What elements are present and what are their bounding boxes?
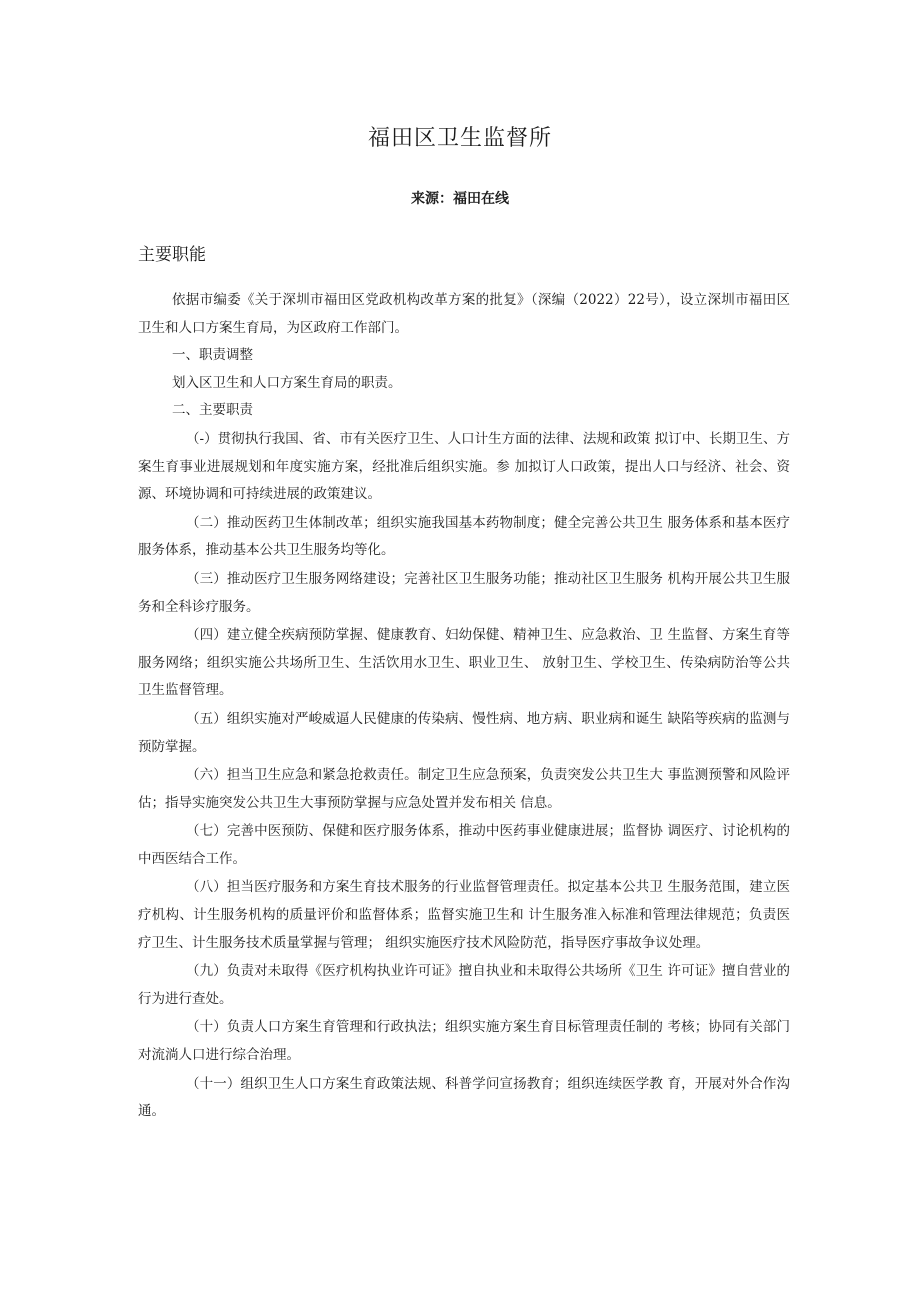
duty-item: （八）担当医疗服务和方案生育技术服务的行业监督管理责任。拟定基本公共卫 生服务范围，建立医疗机构、计生服务机构的质量评价和监督体系；监督实施卫生和 计生服务准入标准和管理法律规范；负责医疗卫生、计生服务技术质量掌握与管理； 组织实施医疗技术风险防范，指导医疗事故争议处理。 [138,879,790,951]
duty-item: （-）贯彻执行我国、省、市有关医疗卫生、人口计生方面的法律、法规和政策 拟订中、长期卫生、方案生育事业进展规划和年度实施方案，经批准后组织实施。参 加拟订人口政策，提出人口与经济、社会、资源、环境协调和可持续进展的政策建议。 [138,430,790,503]
duty-item: （五）组织实施对严峻威逼人民健康的传染病、慢性病、地方病、职业病和诞生 缺陷等疾病的监测与预防掌握。 [138,710,790,755]
duty-item: （三）推动医疗卫生服务网络建设；完善社区卫生服务功能；推动社区卫生服务 机构开展公共卫生服务和全科诊疗服务。 [138,570,790,615]
duty-item: （九）负责对未取得《医疗机构执业许可证》擅自执业和未取得公共场所《卫生 许可证》擅自营业的行为进行查处。 [138,963,790,1007]
duty-item: （十）负责人口方案生育管理和行政执法；组织实施方案生育目标管理责任制的 考核；协同有关部门对流淌人口进行综合治理。 [138,1019,790,1064]
part-one-text: 划入区卫生和人口方案生育局的职责。 [172,374,402,391]
part-one-heading: 一、职责调整 [172,347,253,364]
page-title: 福田区卫生监督所 [367,126,552,151]
duty-item: （六）担当卫生应急和紧急抢救责任。制定卫生应急预案，负责突发公共卫生大 事监测预警和风险评估；指导实施突发公共卫生大事预防掌握与应急处置并发布相关 信息。 [138,767,790,811]
duty-item: （十一）组织卫生人口方案生育政策法规、科普学问宣扬教育；组织连续医学教 育，开展对外合作沟通。 [138,1075,790,1120]
duty-item: （四）建立健全疾病预防掌握、健康教育、妇幼保健、精神卫生、应急救治、卫 生监督、方案生育等服务网络；组织实施公共场所卫生、生活饮用水卫生、职业卫生、 放射卫生、学校卫生、传染病防治等公共卫生监督管理。 [138,627,790,699]
duty-item: （二）推动医药卫生体制改革；组织实施我国基本药物制度；健全完善公共卫生 服务体系和基本医疗服务体系，推动基本公共卫生服务均等化。 [138,514,790,559]
duty-item: （七）完善中医预防、保健和医疗服务体系，推动中医药事业健康进展；监督协 调医疗、讨论机构的中西医结合工作。 [138,823,790,867]
document-body [138,287,790,1126]
section-heading: 主要职能 [138,245,206,265]
intro-paragraph: 依据市编委《关于深圳市福田区党政机构改革方案的批复》（深编（2022）22号），设立深圳市福田区卫生和人口方案生育局，为区政府工作部门。 [138,292,790,336]
source-line: 来源：福田在线 [411,191,509,207]
part-two-heading: 二、主要职责 [172,402,253,419]
